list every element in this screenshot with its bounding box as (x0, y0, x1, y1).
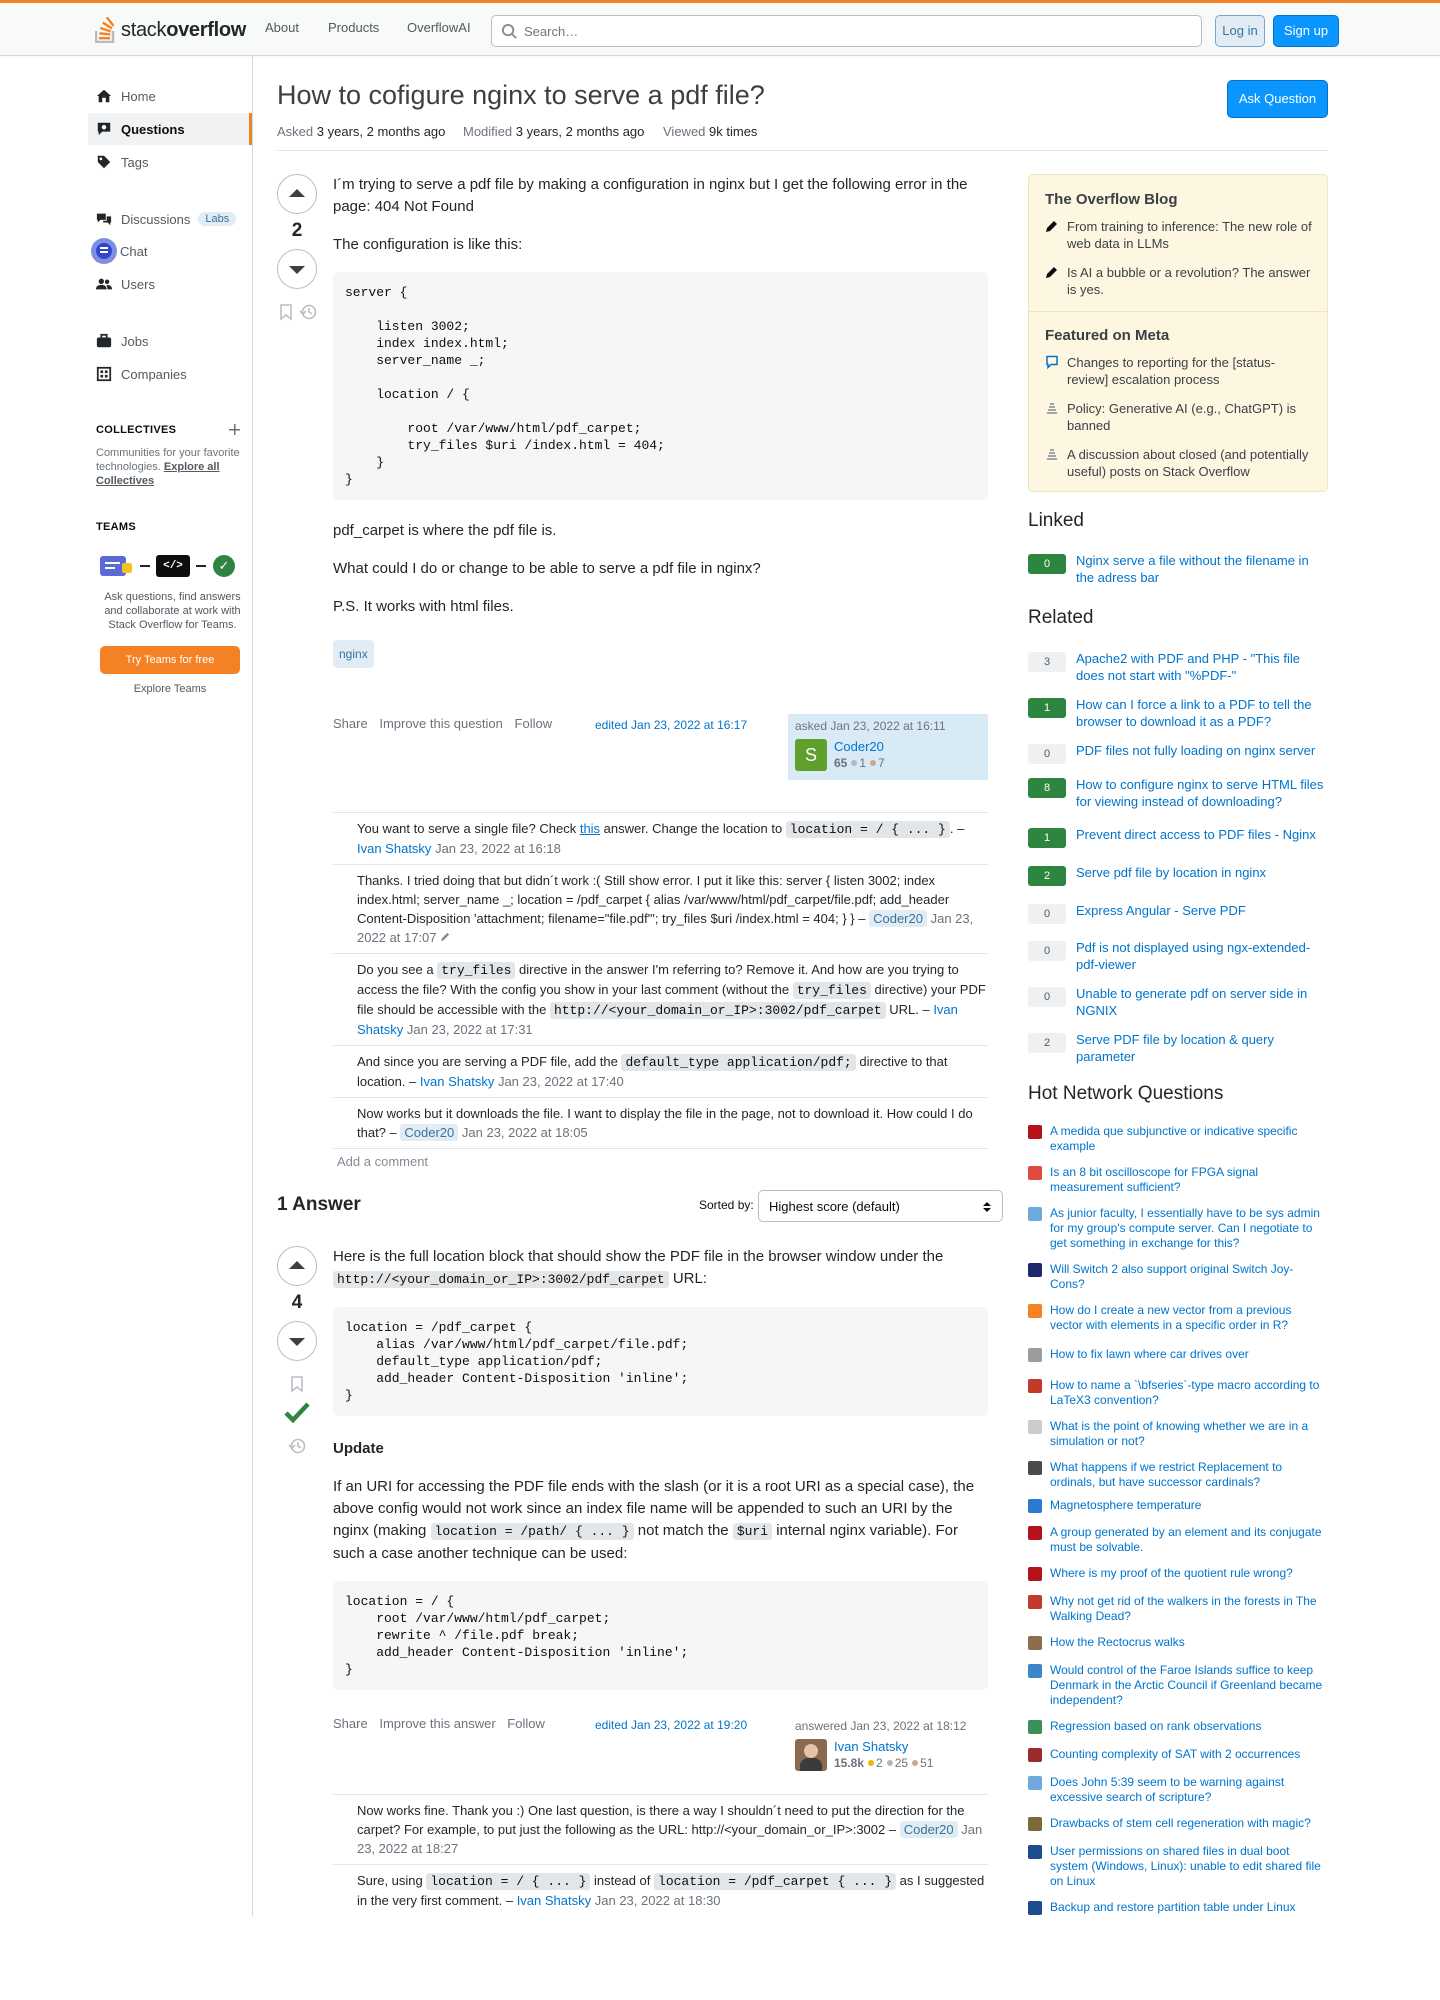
answered-date: answered Jan 23, 2022 at 18:12 (795, 1719, 967, 1733)
asked-meta: Asked 3 years, 2 months ago (277, 124, 446, 139)
home-icon (96, 88, 112, 104)
site-icon (1028, 1461, 1042, 1475)
bookmark-icon[interactable] (277, 303, 295, 321)
comment: And since you are serving a PDF file, add the default_type application/pdf; directive to that location. – Ivan Shatsky Jan 23, 2022 at 17:40 (333, 1046, 988, 1098)
hot-network-question-link[interactable]: Counting complexity of SAT with 2 occurrences (1050, 1747, 1301, 1761)
related-score: 0 (1028, 744, 1066, 764)
answer-body (333, 1246, 988, 1706)
edited-link[interactable]: edited Jan 23, 2022 at 19:20 (595, 1718, 748, 1732)
site-icon (1028, 1263, 1042, 1277)
comment-user[interactable]: Ivan Shatsky (516, 1893, 592, 1908)
answer-code-block: location = / { root /var/www/html/pdf_carpet; rewrite ^ /file.pdf break; add_header Content-Disposition 'inline'; } (333, 1581, 988, 1690)
related-score: 3 (1028, 652, 1066, 672)
upvote-button[interactable] (277, 1246, 317, 1286)
answer-vote-cell (277, 1246, 317, 1458)
nav-about[interactable]: About (265, 20, 299, 35)
hot-network-question-link[interactable]: Drawbacks of stem cell regeneration with magic? (1050, 1816, 1311, 1830)
hot-network-question-link[interactable]: How to name a `\bfseries`-type macro according to LaTeX3 convention? (1050, 1378, 1320, 1407)
meta-item[interactable]: Policy: Generative AI (e.g., ChatGPT) is banned (1045, 400, 1315, 434)
labs-badge: Labs (198, 212, 236, 226)
hot-network-question-link[interactable]: A medida que subjunctive or indicative specific example (1050, 1124, 1298, 1153)
hot-network-question-link[interactable]: Where is my proof of the quotient rule wrong? (1050, 1566, 1293, 1580)
site-icon (1028, 1567, 1042, 1581)
viewed-meta: Viewed 9k times (663, 124, 758, 139)
tag-nginx[interactable]: nginx (333, 640, 374, 668)
related-title-link[interactable]: Pdf is not displayed using ngx-extended-pdf-viewer (1076, 940, 1311, 972)
hot-network-question-link[interactable]: How do I create a new vector from a previous vector with elements in a specific order in R? (1050, 1303, 1292, 1332)
search-input[interactable] (524, 16, 1184, 46)
stackoverflow-logo-icon (95, 17, 117, 43)
questions-icon (96, 121, 112, 137)
arrow-down-icon (288, 260, 306, 278)
comment-date: Jan 23, 2022 at 18:27 (357, 1822, 983, 1856)
nav-item-label: Tags (121, 154, 149, 170)
asked-date: asked Jan 23, 2022 at 16:11 (795, 719, 946, 733)
linked-title: Linked (1028, 510, 1084, 531)
search-box[interactable] (491, 15, 1202, 47)
comment-date: Jan 23, 2022 at 17:07 (357, 911, 974, 945)
comment: Do you see a try_files directive in the answer I'm referring to? Remove it. And how are you trying to access the file? With the config you show in your last comment (without the try_files directive) your PDF file should be accessible with the http://<your_domain_or_IP>:3002/pdf_carpet URL. – Ivan Shatsky Jan 23, 2022 at 17:31 (333, 954, 988, 1046)
related-title-link[interactable]: Unable to generate pdf on server side in NGNIX (1076, 986, 1308, 1018)
collectives-title: COLLECTIVES (96, 424, 177, 436)
stack-exchange-meta-icon (1045, 401, 1059, 415)
hot-network-question-link[interactable]: What is the point of knowing whether we are in a simulation or not? (1050, 1419, 1309, 1448)
comment-user[interactable]: Coder20 (900, 1821, 958, 1838)
site-icon (1028, 1166, 1042, 1180)
improve-answer-link[interactable]: Improve this answer (379, 1716, 496, 1731)
blog-title: The Overflow Blog (1045, 191, 1178, 208)
hot-network-question-link[interactable]: Regression based on rank observations (1050, 1719, 1262, 1733)
meta-item[interactable]: A discussion about closed (and potentially useful) posts on Stack Overflow (1045, 446, 1315, 480)
nav-item-users[interactable] (88, 268, 252, 300)
question-paragraph: The configuration is like this: (333, 236, 523, 253)
user-name[interactable]: Coder20 (834, 739, 884, 754)
answer-code-block: location = /pdf_carpet { alias /var/www/html/pdf_carpet/file.pdf; default_type application/pdf; add_header Content-Disposition 'inline'; } (333, 1307, 988, 1416)
related-title-link[interactable]: Prevent direct access to PDF files - Nginx (1076, 827, 1316, 842)
site-icon (1028, 1748, 1042, 1762)
user-reputation: 15.8k 2 25 51 (834, 1756, 934, 1770)
comment-date: Jan 23, 2022 at 17:31 (406, 1022, 533, 1037)
hot-network-question-link[interactable]: Backup and restore partition table under Linux (1050, 1900, 1296, 1914)
hot-network-question-link[interactable]: Does John 5:39 seem to be warning against excessive search of scripture? (1050, 1775, 1285, 1804)
meta-item[interactable]: Changes to reporting for the [status-review] escalation process (1045, 354, 1315, 388)
hot-network-question-link[interactable]: Magnetosphere temperature (1050, 1498, 1202, 1512)
nav-item-discussions[interactable] (88, 203, 252, 235)
search-icon (501, 23, 518, 40)
arrow-up-icon (288, 1257, 306, 1275)
hot-network-question-link[interactable]: How the Rectocrus walks (1050, 1635, 1185, 1649)
hot-network-question-link[interactable]: Is an 8 bit oscilloscope for FPGA signal measurement sufficient? (1050, 1165, 1259, 1194)
divider (277, 150, 1328, 151)
tag-icon (96, 154, 112, 170)
comment-link[interactable]: this (579, 821, 601, 836)
related-score: 1 (1028, 828, 1066, 848)
related-title-link[interactable]: Apache2 with PDF and PHP - "This file does not start with "%PDF-" (1076, 651, 1301, 683)
site-icon (1028, 1526, 1042, 1540)
nav-item-questions[interactable] (88, 113, 252, 145)
code-illustration-icon: </> (156, 555, 190, 577)
hot-network-question-link[interactable]: User permissions on shared files in dual boot system (Windows, Linux): unable to edit shared file on Linux (1050, 1844, 1321, 1888)
related-title-link[interactable]: Serve pdf file by location in nginx (1076, 865, 1267, 880)
related-score: 0 (1028, 941, 1066, 961)
site-icon (1028, 1595, 1042, 1609)
logo-text: stackoverflow (121, 18, 247, 41)
avatar[interactable]: S (795, 739, 827, 771)
follow-link[interactable]: Follow (514, 716, 553, 731)
comment: Now works fine. Thank you :) One last question, is there a way I shouldn´t need to put the direction for the carpet? For example, to put just the following as the URL: http://<your_domain_or_IP>:3002 – Coder20 Jan 23, 2022 at 18:27 (333, 1795, 988, 1865)
bronze-badge-icon (870, 760, 876, 766)
site-icon (1028, 1776, 1042, 1790)
hot-network-question-link[interactable]: A group generated by an element and its conjugate must be solvable. (1050, 1525, 1322, 1554)
linked-title-link[interactable]: Nginx serve a file without the filename in the adress bar (1076, 553, 1309, 585)
hot-network-question-link[interactable]: Would control of the Faroe Islands suffice to keep Denmark in the Arctic Council if Greenland became independent? (1050, 1663, 1323, 1707)
site-icon (1028, 1636, 1042, 1650)
user-reputation: 65 1 7 (834, 756, 885, 770)
comment-date: Jan 23, 2022 at 18:30 (594, 1893, 721, 1908)
add-comment-link[interactable]: Add a comment (337, 1154, 429, 1169)
site-icon (1028, 1720, 1042, 1734)
hot-network-question-link[interactable]: How to fix lawn where car drives over (1050, 1347, 1249, 1361)
question-body (333, 174, 988, 668)
downvote-button[interactable] (277, 249, 317, 289)
sort-arrows-icon (982, 1201, 992, 1213)
users-icon (96, 276, 112, 292)
hot-network-title: Hot Network Questions (1028, 1083, 1224, 1104)
gold-badge-icon (868, 1760, 874, 1766)
answerer-card (788, 1714, 988, 1780)
share-link[interactable]: Share (333, 716, 368, 731)
related-title-link[interactable]: Express Angular - Serve PDF (1076, 903, 1246, 918)
user-name[interactable]: Ivan Shatsky (834, 1739, 909, 1754)
nav-item-label: Users (121, 276, 155, 292)
history-icon[interactable] (299, 303, 317, 321)
teams-description: Ask questions, find answers and collaborate at work with Stack Overflow for Teams. (104, 591, 241, 631)
follow-link[interactable]: Follow (507, 1716, 545, 1731)
teams-title: TEAMS (96, 521, 136, 533)
silver-badge-icon (851, 760, 857, 766)
checkmark-illustration-icon: ✓ (213, 555, 235, 577)
related-score: 0 (1028, 904, 1066, 924)
site-icon (1028, 1420, 1042, 1434)
arrow-up-icon (288, 185, 306, 203)
login-button[interactable]: Log in (1215, 15, 1265, 47)
nav-products[interactable]: Products (328, 20, 380, 35)
site-icon (1028, 1664, 1042, 1678)
comment-user[interactable]: Coder20 (869, 910, 927, 927)
meta-title: Featured on Meta (1045, 327, 1170, 344)
top-bar (0, 0, 1440, 56)
hot-network-question-link[interactable]: Why not get rid of the walkers in the forests in The Walking Dead? (1050, 1594, 1317, 1623)
question-code-block: server { listen 3002; index index.html; server_name _; location / { root /var/www/html/pdf_carpet; try_files $uri /index.html = 404; } } (333, 272, 988, 500)
avatar[interactable] (795, 1739, 827, 1771)
comment-date: Jan 23, 2022 at 18:05 (461, 1125, 588, 1140)
comment: Sure, using location = / { ... } instead of location = /pdf_carpet { ... } as I suggested in the very first comment. – Ivan Shatsky Jan 23, 2022 at 18:30 (357, 1873, 985, 1908)
related-title-link[interactable]: How can I force a link to a PDF to tell the browser to download it as a PDF? (1076, 697, 1312, 729)
hot-network-question-link[interactable]: What happens if we restrict Replacement to ordinals, but have successor cardinals? (1050, 1460, 1283, 1489)
edited-link[interactable]: edited Jan 23, 2022 at 16:17 (595, 718, 748, 732)
comment: Now works but it downloads the file. I want to display the file in the page, not to download it. How could I do that? – Coder20 Jan 23, 2022 at 18:05 (333, 1098, 988, 1149)
building-icon (96, 366, 112, 382)
answer-score: 4 (291, 1292, 303, 1313)
answer-comments (333, 1794, 988, 1916)
explore-teams-link[interactable]: Explore Teams (133, 683, 207, 695)
answer-actions (333, 1716, 545, 1731)
sort-select-value: Highest score (default) (769, 1199, 900, 1214)
question-paragraph: What could I do or change to be able to serve a pdf file in nginx? (333, 560, 761, 577)
upvote-button[interactable] (277, 174, 317, 214)
site-icon (1028, 1304, 1042, 1318)
related-title: Related (1028, 607, 1094, 628)
question-title[interactable]: How to cofigure nginx to serve a pdf file? (277, 80, 765, 110)
comment-user[interactable]: Ivan Shatsky (357, 841, 432, 856)
sort-select[interactable] (758, 1190, 1003, 1222)
explore-collectives-link[interactable]: Explore all Collectives (96, 461, 220, 487)
related-score: 1 (1028, 698, 1066, 718)
question-paragraph: pdf_carpet is where the pdf file is. (333, 522, 557, 539)
ask-question-button[interactable]: Ask Question (1227, 80, 1328, 118)
question-vote-cell (277, 174, 317, 324)
arrow-down-icon (288, 1332, 306, 1350)
comment: Thanks. I tried doing that but didn´t work :( Still show error. I put it like this: server { listen 3002; index index.html; server_name _; location = /pdf_carpet { alias /var/www/html/pdf_carpet/file.pdf; add_header Content-Disposition 'attachment; filename="file.pdf"'; try_files $uri /index.html = 404; } } – Coder20 Jan 23, 2022 at 17:07 (333, 865, 988, 954)
comment: You want to serve a single file? Check this answer. Change the location to location = / { ... } . – Ivan Shatsky Jan 23, 2022 at 16:18 (333, 813, 988, 865)
related-score: 2 (1028, 1033, 1066, 1053)
modified-meta: Modified 3 years, 2 months ago (463, 124, 645, 139)
answer-paragraph: If an URI for accessing the PDF file ends with the slash (or it is a root URI as a special case), the above config would not work since an index file name will be appended to such an URI by the nginx (making location = /path/ { ... } not match the $uri internal nginx variable). For such a case another technique can be used: (333, 1478, 975, 1562)
related-title-link[interactable]: How to configure nginx to serve HTML files for viewing instead of downloading? (1076, 777, 1324, 809)
collectives-description: Communities for your favorite technologies. Explore all Collectives (96, 447, 240, 487)
question-comments (333, 812, 988, 1149)
left-sidebar (88, 56, 253, 1916)
hot-network-question-link[interactable]: Will Switch 2 also support original Switch Joy-Cons? (1050, 1262, 1294, 1291)
comment-date: Jan 23, 2022 at 17:40 (497, 1074, 624, 1089)
related-score: 8 (1028, 778, 1066, 798)
nav-item-label: Chat (120, 243, 148, 259)
silver-badge-icon (887, 1760, 893, 1766)
site-icon (1028, 1499, 1042, 1513)
accepted-check-icon (282, 1398, 312, 1428)
related-score: 2 (1028, 866, 1066, 886)
update-heading: Update (333, 1440, 384, 1457)
bookmark-icon[interactable] (288, 1375, 306, 1393)
nav-item-label: Questions (121, 121, 185, 137)
question-actions (333, 716, 552, 731)
related-title-link[interactable]: Serve PDF file by location & query parameter (1076, 1032, 1274, 1064)
chat-bubble-icon (1045, 355, 1059, 369)
related-title-link[interactable]: PDF files not fully loading on nginx server (1076, 743, 1316, 758)
sorted-by-label: Sorted by: (699, 1198, 754, 1212)
nav-item-jobs[interactable] (88, 325, 252, 357)
site-icon (1028, 1845, 1042, 1859)
question-paragraph: P.S. It works with html files. (333, 598, 514, 615)
try-teams-button[interactable]: Try Teams for free (100, 646, 240, 674)
divider (1029, 311, 1327, 312)
nav-item-companies[interactable] (88, 358, 252, 390)
site-icon (1028, 1817, 1042, 1831)
asker-card (788, 714, 988, 780)
comment-user[interactable]: Ivan Shatsky (419, 1074, 495, 1089)
blog-item[interactable]: From training to inference: The new role of web data in LLMs (1045, 218, 1315, 252)
chat-icon (91, 238, 117, 264)
stackoverflow-logo[interactable] (95, 15, 246, 45)
nav-item-label: Home (121, 88, 156, 104)
plus-icon[interactable] (228, 423, 241, 436)
pencil-icon (440, 931, 451, 942)
site-icon (1028, 1379, 1042, 1393)
discussions-icon (96, 211, 112, 227)
nav-item-label: Jobs (121, 333, 149, 349)
comment-date: Jan 23, 2022 at 16:18 (435, 841, 561, 856)
site-icon (1028, 1207, 1042, 1221)
nav-item-home[interactable] (88, 80, 252, 112)
linked-score: 0 (1028, 554, 1066, 574)
bronze-badge-icon (912, 1760, 918, 1766)
share-link[interactable]: Share (333, 1716, 368, 1731)
site-icon (1028, 1125, 1042, 1139)
comment-user[interactable]: Ivan Shatsky (357, 1002, 958, 1037)
comment-user[interactable]: Coder20 (400, 1124, 458, 1141)
pencil-icon (1045, 265, 1059, 279)
nav-item-tags[interactable] (88, 146, 252, 178)
pencil-icon (1045, 219, 1059, 233)
teams-illustration (100, 553, 245, 579)
site-icon (1028, 1901, 1042, 1915)
improve-question-link[interactable]: Improve this question (379, 716, 503, 731)
stack-exchange-meta-icon (1045, 447, 1059, 461)
history-icon[interactable] (288, 1437, 306, 1455)
nav-item-label: Companies (121, 366, 187, 382)
nav-item-label: Discussions (121, 211, 191, 227)
hot-network-question-link[interactable]: As junior faculty, I essentially have to be sys admin for my group's compute server. Can I negotiate to get something in exchange for this? (1050, 1206, 1320, 1250)
related-score: 0 (1028, 987, 1066, 1007)
overflow-blog-widget (1028, 174, 1328, 492)
briefcase-icon (96, 333, 112, 349)
downvote-button[interactable] (277, 1321, 317, 1361)
question-paragraph: I´m trying to serve a pdf file by making a configuration in nginx but I get the following error in the page: 404 Not Found (333, 176, 968, 215)
signup-button[interactable]: Sign up (1273, 15, 1339, 47)
nav-item-chat[interactable] (88, 235, 252, 267)
answer-paragraph: Here is the full location block that should show the PDF file in the browser window under the http://<your_domain_or_IP>:3002/pdf_carpet URL: (333, 1248, 944, 1287)
nav-overflowai[interactable]: OverflowAI (407, 20, 471, 35)
site-icon (1028, 1348, 1042, 1362)
blog-item[interactable]: Is AI a bubble or a revolution? The answer is yes. (1045, 264, 1315, 298)
question-score: 2 (291, 220, 303, 241)
answers-count: 1 Answer (277, 1194, 361, 1215)
